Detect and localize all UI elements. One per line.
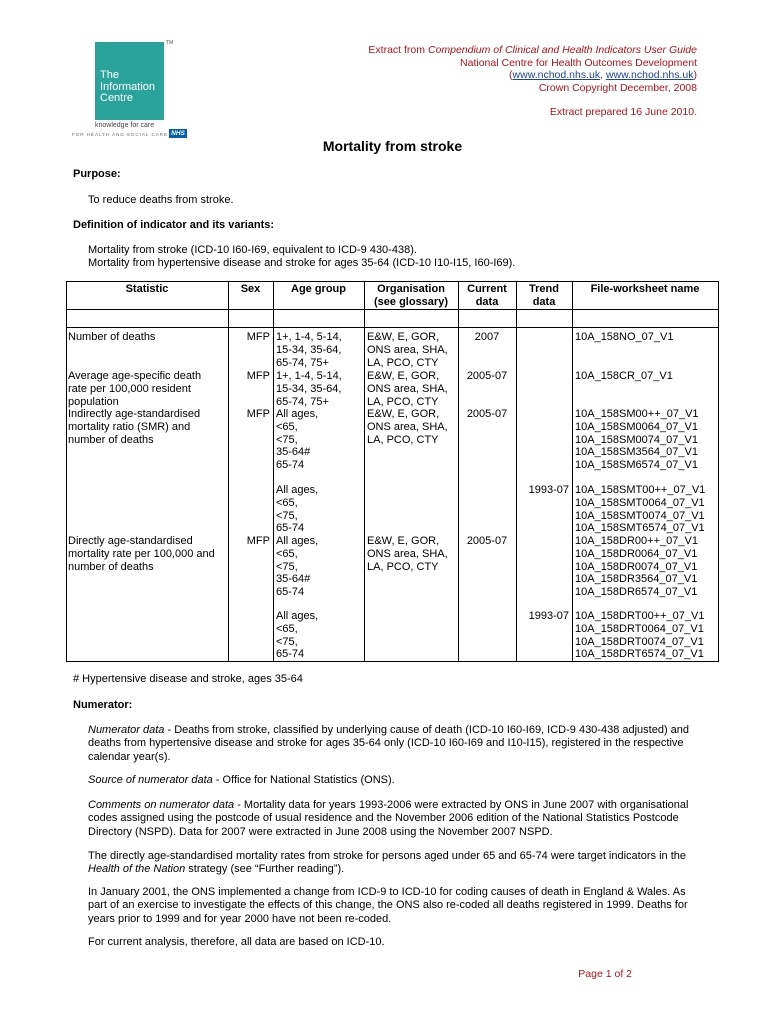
header-paren-open: ( (509, 69, 513, 82)
logo-title-line-1: The (100, 69, 119, 81)
logo-tagline: knowledge for care (95, 122, 155, 129)
col-header-current-data: Current data (467, 283, 507, 308)
page-title: Mortality from stroke (322, 138, 463, 154)
col-header-trend-data: Trend data (529, 283, 559, 308)
row-2-statistic: Average age-specific death rate per 100,000 resident population (68, 370, 202, 408)
row-1-organisation: E&W, E, GOR, ONS area, SHA, LA, PCO, CTY (367, 331, 448, 369)
row-3-statistic: Indirectly age-standardised mortality ratio (SMR) and number of deaths (68, 408, 201, 446)
numerator-data-label: Numerator data (88, 724, 165, 736)
information-centre-logo (95, 42, 164, 120)
header-extract-prefix: Extract from (368, 44, 428, 56)
numerator-comments-text: - Mortality data for years 1993-2006 were extracted by ONS in June 2007 with organisational codes assigned using the postcode of usual residence and the November 2006 edition of the National Statistics Postcode Directory (NSPD). Data for 2007 were extracted in June 2008 using the November 2007 NSPD. (88, 799, 689, 838)
numerator-heading: Numerator: (73, 699, 133, 711)
header-link-2[interactable]: www.nchod.nhs.uk (605, 69, 694, 82)
definition-line-1: Mortality from stroke (ICD-10 I60-I69, equivalent to ICD-9 430-438). (88, 244, 417, 256)
document-header (368, 44, 697, 119)
current-analysis-paragraph: For current analysis, therefore, all data are based on ICD-10. (88, 936, 385, 948)
row-2-age-group: 1+, 1-4, 5-14, 15-34, 35-64, 65-74, 75+ (276, 370, 342, 408)
row-5-statistic: Directly age-standardised mortality rate per 100,000 and number of deaths (68, 535, 215, 573)
col-header-file-worksheet: File-worksheet name (590, 283, 700, 295)
logo-title-line-2: Information (100, 80, 156, 93)
header-prepared-date: Extract prepared 16 June 2010. (549, 106, 697, 119)
header-organisation: National Centre for Health Outcomes Development (460, 56, 697, 69)
definition-line-2: Mortality from hypertensive disease and stroke for ages 35-64 (ICD-10 I10-I15, I60-I69). (88, 257, 516, 269)
header-guide-title: Compendium of Clinical and Health Indicators User Guide (427, 44, 697, 56)
icd-change-paragraph: In January 2001, the ONS implemented a change from ICD-9 to ICD-10 for coding causes of death in England & Wales. As part of an exercise to investigate the effects of this change, the ONS also re-coded all deaths registered in 1999. Deaths for years prior to 1999 and for year 2000 have not been re-coded. (88, 886, 688, 925)
row-5-organisation: E&W, E, GOR, ONS area, SHA, LA, PCO, CTY (367, 535, 448, 573)
table-footnote: # Hypertensive disease and stroke, ages 35-64 (73, 673, 303, 685)
row-1-file: 10A_158NO_07_V1 (575, 331, 674, 343)
purpose-heading: Purpose: (73, 168, 121, 180)
row-1-sex: MFP (246, 331, 270, 343)
row-2-current-data: 2005-07 (466, 370, 508, 382)
row-6-trend-data: 1993-07 (528, 610, 569, 622)
numerator-source-paragraph (88, 774, 698, 787)
row-2-organisation: E&W, E, GOR, ONS area, SHA, LA, PCO, CTY (367, 370, 448, 408)
para4-text-b: strategy (see “Further reading”). (185, 863, 345, 876)
definition-heading: Definition of indicator and its variants: (73, 219, 275, 231)
row-3-sex: MFP (246, 408, 270, 420)
header-paren-close: ) (693, 69, 697, 82)
row-3-file: 10A_158SM00++_07_V1 10A_158SM0064_07_V1 10A_158SM0074_07_V1 10A_158SM3564_07_V1 10A_158SM6574_07_V1 (575, 408, 699, 472)
logo-strapline: FOR HEALTH AND SOCIAL CARE (72, 132, 169, 137)
header-comma: , (600, 69, 606, 82)
logo-trademark: TM (166, 40, 174, 46)
col-header-age-group: Age group (291, 283, 346, 295)
numerator-comments-label: Comments on numerator data (88, 799, 235, 811)
row-1-statistic: Number of deaths (68, 331, 156, 343)
row-5-sex: MFP (246, 535, 270, 547)
col-header-organisation: Organisation (see glossary) (374, 283, 448, 308)
numerator-comments-paragraph (88, 799, 698, 839)
row-4-file: 10A_158SMT00++_07_V1 10A_158SMT0064_07_V1 10A_158SMT0074_07_V1 10A_158SMT6574_07_V1 (575, 484, 706, 535)
logo-title-line-3: Centre (100, 92, 134, 104)
row-3-current-data: 2005-07 (466, 408, 508, 420)
row-6-age-group: All ages, <65, <75, 65-74 (276, 610, 319, 661)
row-3-organisation: E&W, E, GOR, ONS area, SHA, LA, PCO, CTY (367, 408, 448, 446)
row-5-age-group: All ages, <65, <75, 35-64# 65-74 (276, 535, 319, 599)
row-2-file: 10A_158CR_07_V1 (575, 370, 673, 382)
row-5-file: 10A_158DR00++_07_V1 10A_158DR0064_07_V1 10A_158DR0074_07_V1 10A_158DR3564_07_V1 10A_158DR6574_07_V1 (575, 535, 698, 599)
header-link-1[interactable]: www.nchod.nhs.uk (512, 69, 601, 82)
numerator-source-text: - Office for National Statistics (ONS). (212, 774, 395, 786)
header-copyright: Crown Copyright December, 2008 (538, 81, 697, 94)
row-4-trend-data: 1993-07 (528, 484, 569, 496)
row-6-file: 10A_158DRT00++_07_V1 10A_158DRT0064_07_V1 10A_158DRT0074_07_V1 10A_158DRT6574_07_V1 (575, 610, 705, 661)
row-5-current-data: 2005-07 (466, 535, 508, 547)
purpose-text: To reduce deaths from stroke. (88, 194, 234, 206)
health-of-the-nation: Health of the Nation (88, 863, 186, 876)
col-header-statistic: Statistic (125, 283, 169, 295)
target-indicators-paragraph (88, 850, 698, 877)
numerator-data-text: - Deaths from stroke, classified by underlying cause of death (ICD-10 I60-I69, ICD-9 430-438 adjusted) and deaths from hypertensive disease and stroke for ages 35-64 only (ICD-10 I60-I69 and I10-I15), registered in the respective calendar year(s). (88, 724, 690, 763)
numerator-data-paragraph (88, 724, 698, 764)
nhs-logo: NHS (169, 129, 187, 138)
indicator-table (66, 281, 719, 662)
page-number: Page 1 of 2 (578, 968, 632, 980)
numerator-source-label: Source of numerator data (88, 774, 213, 786)
col-header-sex: Sex (240, 283, 261, 295)
para4-text-a: The directly age-standardised mortality rates from stroke for persons aged under 65 and 65-74 were target indicators in the (88, 850, 686, 862)
row-2-sex: MFP (246, 370, 270, 382)
row-1-age-group: 1+, 1-4, 5-14, 15-34, 35-64, 65-74, 75+ (276, 331, 342, 369)
row-4-age-group: All ages, <65, <75, 65-74 (276, 484, 319, 535)
row-3-age-group: All ages, <65, <75, 35-64# 65-74 (276, 408, 319, 472)
row-1-current-data: 2007 (474, 331, 500, 343)
